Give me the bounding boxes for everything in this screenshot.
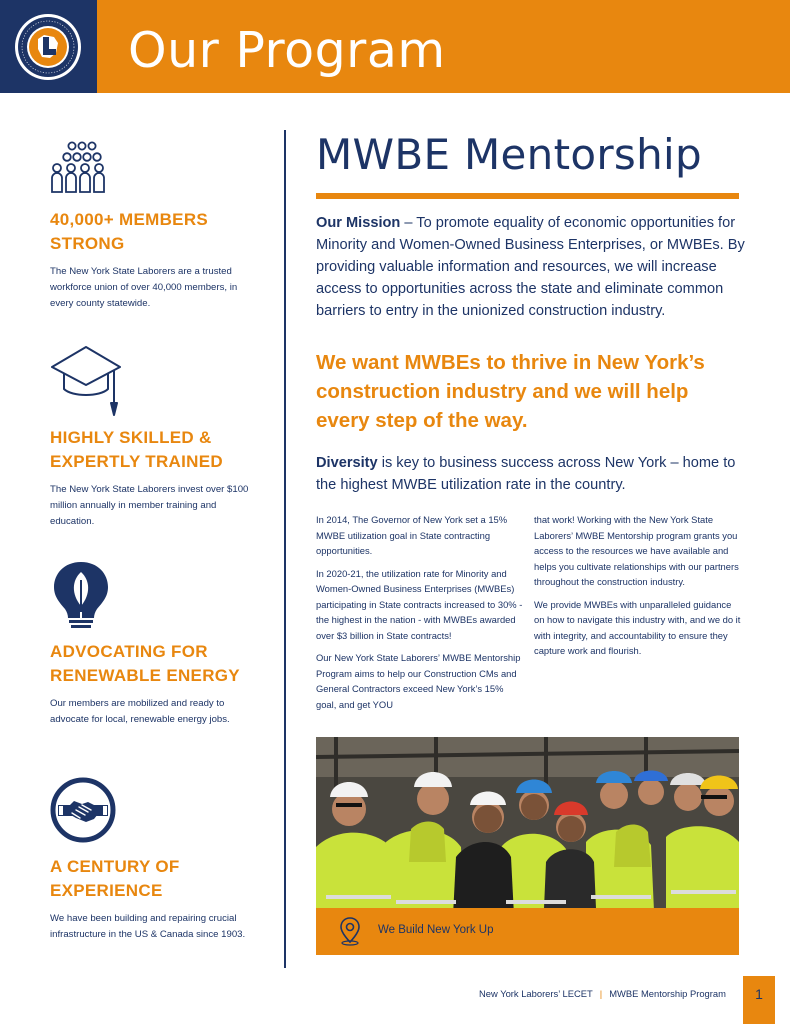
diversity-label: Diversity bbox=[316, 455, 378, 471]
body-paragraph: that work! Working with the New York State Laborers’ MWBE Mentorship program grants you access to the resources we have available and helps you cultivate relationships with our partners throughout the construction industry. bbox=[534, 514, 739, 587]
graduation-cap-icon bbox=[50, 345, 122, 417]
diversity-text: is key to business success across New York – home to the highest MWBE utilization rate in the country. bbox=[316, 455, 736, 493]
feature-members bbox=[50, 140, 260, 312]
feature-text: Our members are mobilized and ready to advocate for local, renewable energy jobs. bbox=[50, 698, 230, 725]
page-number: 1 bbox=[755, 986, 763, 1002]
mission-paragraph bbox=[316, 212, 746, 322]
page-header bbox=[0, 0, 790, 93]
body-paragraph: We provide MWBEs with unparalleled guidance on how to navigate this industry with, and we do it with integrity, and accountability to ensure they capture work and flourish. bbox=[534, 598, 741, 656]
feature-experience bbox=[50, 777, 260, 943]
page-title: Our Program bbox=[128, 22, 446, 79]
column-divider bbox=[284, 130, 286, 968]
footer-program: MWBE Mentorship Program bbox=[609, 988, 726, 999]
mission-label: Our Mission bbox=[316, 215, 401, 231]
feature-training bbox=[50, 345, 260, 530]
location-pin-icon bbox=[338, 916, 362, 946]
body-paragraph: Our New York State Laborers’ MWBE Mentorship Program aims to help our Construction CMs and General Contractors exceed New York’s 15% goal, and get YOU bbox=[316, 652, 521, 710]
feature-renewable bbox=[50, 560, 260, 728]
logo-box bbox=[0, 0, 97, 93]
section-title: MWBE Mentorship bbox=[316, 130, 702, 179]
feature-text: The New York State Laborers invest over $100 million annually in member training and education. bbox=[50, 484, 249, 527]
footer-separator: | bbox=[599, 988, 603, 999]
feature-title: 40,000+ MEMBERS STRONG bbox=[50, 210, 209, 253]
page-number-tab bbox=[743, 976, 775, 1024]
feature-text: The New York State Laborers are a trusted workforce union of over 40,000 members, in every county statewide. bbox=[50, 266, 238, 309]
people-group-icon bbox=[50, 140, 114, 194]
diversity-paragraph bbox=[316, 452, 746, 496]
footer-org: New York Laborers’ LECET bbox=[479, 988, 593, 999]
photo-caption-bar bbox=[316, 908, 739, 955]
page-footer bbox=[479, 988, 726, 999]
feature-title: ADVOCATING FOR RENEWABLE ENERGY bbox=[50, 642, 240, 685]
feature-text: We have been building and repairing crucial infrastructure in the US & Canada since 1903. bbox=[50, 913, 246, 940]
body-paragraph: In 2020-21, the utilization rate for Minority and Women-Owned Business Enterprises (MWBEs) participating in State contracts increased to 30% - the highest in the nation - with MWBEs awarded over $3 billion in State contracts! bbox=[316, 567, 523, 641]
body-column-right bbox=[534, 512, 741, 666]
lecet-logo bbox=[14, 13, 82, 81]
handshake-icon bbox=[50, 777, 116, 843]
leaf-lightbulb-icon bbox=[46, 560, 116, 630]
title-rule bbox=[316, 193, 739, 199]
feature-title: A CENTURY OF EXPERIENCE bbox=[50, 857, 180, 900]
mission-text: – To promote equality of economic opportunities for Minority and Women-Owned Business Enterprises, or MWBEs. By providing valuable information and resources, we will increase access to opportunities across the state and eliminate common barriers to entry in the unionized construction industry. bbox=[316, 215, 745, 319]
feature-title: HIGHLY SKILLED & EXPERTLY TRAINED bbox=[50, 428, 223, 471]
pull-quote: We want MWBEs to thrive in New York’s construction industry and we will help every step of the way. bbox=[316, 351, 705, 432]
body-paragraph: In 2014, The Governor of New York set a 15% MWBE utilization goal in State contracting opportunities. bbox=[316, 514, 508, 556]
photo-caption: We Build New York Up bbox=[378, 924, 494, 936]
body-column-left bbox=[316, 512, 523, 719]
